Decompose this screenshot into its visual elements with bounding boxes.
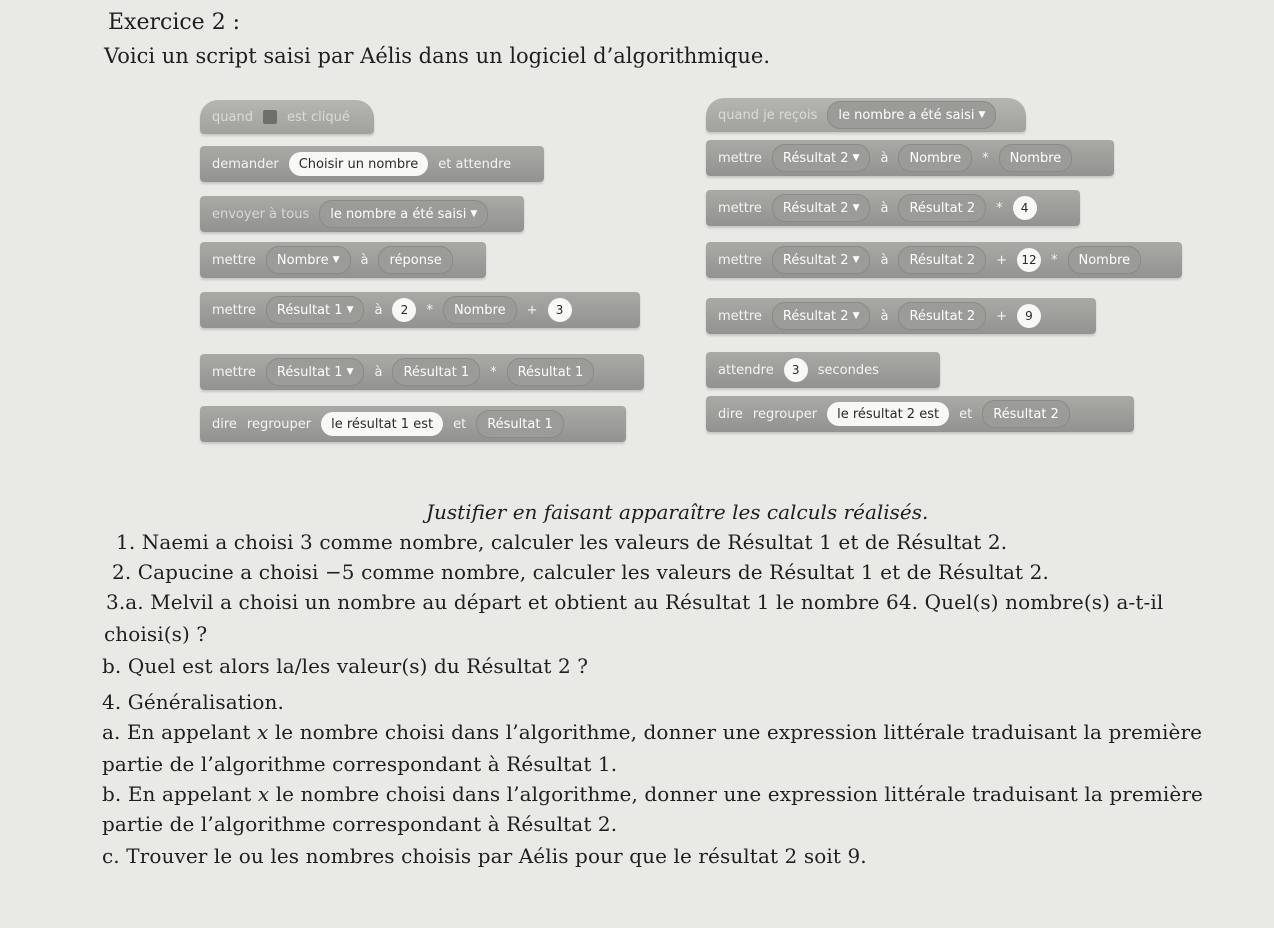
- set-to: à: [880, 150, 889, 166]
- block-set-resultat1-a[interactable]: [200, 292, 640, 328]
- block-set-resultat1-b[interactable]: [200, 354, 644, 390]
- q4b-pre: b. En appelant: [102, 782, 252, 806]
- set-to: à: [374, 364, 383, 380]
- set-to: à: [880, 252, 889, 268]
- operator: *: [1051, 252, 1058, 268]
- variable-reporter[interactable]: Résultat 2: [898, 246, 986, 274]
- block-set-resultat2-d[interactable]: [706, 298, 1096, 334]
- set-var-label: Résultat 1: [276, 302, 343, 318]
- question-4: 4. Généralisation.: [102, 690, 284, 714]
- question-3b: b. Quel est alors la/les valeur(s) du Résultat 2 ?: [102, 654, 589, 678]
- block-when-flag-clicked[interactable]: [200, 100, 374, 134]
- set-keyword: mettre: [212, 252, 256, 268]
- join-and: et: [959, 406, 973, 422]
- join-keyword: regrouper: [752, 406, 818, 422]
- dropdown-arrow-icon: ▼: [332, 255, 340, 265]
- block-set-nombre[interactable]: [200, 242, 486, 278]
- variable-reporter[interactable]: Nombre: [999, 144, 1073, 172]
- set-var-dropdown[interactable]: [772, 246, 871, 274]
- ask-keyword: demander: [212, 156, 279, 172]
- dropdown-arrow-icon: ▼: [346, 367, 354, 377]
- q4a-pre: a. En appelant: [102, 720, 251, 744]
- dropdown-arrow-icon: ▼: [852, 153, 860, 163]
- set-var-label: Résultat 2: [782, 308, 849, 324]
- dropdown-arrow-icon: ▼: [852, 203, 860, 213]
- answer-reporter[interactable]: réponse: [378, 246, 452, 274]
- broadcast-message[interactable]: [319, 200, 488, 228]
- block-say-resultat1[interactable]: [200, 406, 626, 442]
- question-3a: 3.a. Melvil a choisi un nombre au départ et obtient au Résultat 1 le nombre 64. Quel(s) nombre(s) a-t-il: [106, 590, 1164, 614]
- variable-reporter[interactable]: Résultat 1: [476, 410, 564, 438]
- exercise-intro: Voici un script saisi par Aélis dans un logiciel d’algorithmique.: [104, 44, 771, 68]
- say-text[interactable]: le résultat 1 est: [321, 412, 443, 436]
- set-var-dropdown[interactable]: [266, 296, 365, 324]
- set-var-label: Résultat 2: [782, 150, 849, 166]
- block-set-resultat2-a[interactable]: [706, 140, 1114, 176]
- set-var-label: Nombre: [276, 252, 329, 268]
- receive-message-label: le nombre a été saisi: [838, 107, 975, 123]
- variable-reporter[interactable]: Résultat 2: [982, 400, 1070, 428]
- operator: +: [526, 302, 538, 318]
- variable-reporter[interactable]: Résultat 2: [898, 194, 986, 222]
- set-var-dropdown[interactable]: [772, 302, 871, 330]
- question-3a-cont: choisi(s) ?: [104, 622, 208, 646]
- block-when-receive[interactable]: [706, 98, 1026, 132]
- receive-message[interactable]: [827, 101, 996, 129]
- say-keyword: dire: [212, 416, 237, 432]
- question-4b-cont: partie de l’algorithme correspondant à Résultat 2.: [102, 812, 618, 836]
- set-var-dropdown[interactable]: [772, 144, 871, 172]
- set-keyword: mettre: [718, 308, 762, 324]
- set-var-label: Résultat 1: [276, 364, 343, 380]
- set-keyword: mettre: [718, 252, 762, 268]
- set-to: à: [374, 302, 383, 318]
- block-set-resultat2-b[interactable]: [706, 190, 1080, 226]
- exercise-title: Exercice 2 :: [108, 10, 241, 35]
- dropdown-arrow-icon: ▼: [978, 110, 986, 120]
- set-keyword: mettre: [212, 364, 256, 380]
- block-broadcast[interactable]: [200, 196, 524, 232]
- question-4a-cont: partie de l’algorithme correspondant à Résultat 1.: [102, 752, 618, 776]
- join-and: et: [453, 416, 467, 432]
- question-4a: [102, 720, 1202, 744]
- question-1: 1. Naemi a choisi 3 comme nombre, calculer les valeurs de Résultat 1 et de Résultat 2.: [116, 530, 1008, 554]
- question-4b: [102, 782, 1203, 806]
- set-var-dropdown[interactable]: [266, 246, 351, 274]
- broadcast-keyword: envoyer à tous: [212, 206, 310, 222]
- q4a-post: le nombre choisi dans l’algorithme, donner une expression littérale traduisant la première: [274, 720, 1203, 744]
- q4b-post: le nombre choisi dans l’algorithme, donner une expression littérale traduisant la première: [275, 782, 1203, 806]
- operator: *: [982, 150, 989, 166]
- number-input[interactable]: 9: [1017, 304, 1041, 328]
- justify-instruction: Justifier en faisant apparaître les calculs réalisés.: [426, 500, 929, 524]
- number-input[interactable]: 3: [548, 298, 572, 322]
- block-set-resultat2-c[interactable]: [706, 242, 1182, 278]
- ask-text[interactable]: Choisir un nombre: [289, 152, 429, 176]
- operator: *: [490, 364, 497, 380]
- say-text[interactable]: le résultat 2 est: [827, 402, 949, 426]
- block-wait[interactable]: [706, 352, 940, 388]
- operator: *: [996, 200, 1003, 216]
- ask-tail: et attendre: [438, 156, 512, 172]
- green-flag-icon: [263, 110, 277, 124]
- variable-reporter[interactable]: Résultat 1: [392, 358, 480, 386]
- block-say-resultat2[interactable]: [706, 396, 1134, 432]
- join-keyword: regrouper: [246, 416, 312, 432]
- dropdown-arrow-icon: ▼: [852, 311, 860, 321]
- set-var-label: Résultat 2: [782, 252, 849, 268]
- set-keyword: mettre: [212, 302, 256, 318]
- set-var-dropdown[interactable]: [266, 358, 365, 386]
- variable-reporter[interactable]: Nombre: [898, 144, 972, 172]
- set-to: à: [880, 308, 889, 324]
- dropdown-arrow-icon: ▼: [346, 305, 354, 315]
- variable-reporter[interactable]: Résultat 2: [898, 302, 986, 330]
- dropdown-arrow-icon: ▼: [852, 255, 860, 265]
- set-to: à: [360, 252, 369, 268]
- number-input[interactable]: 3: [784, 358, 808, 382]
- set-var-label: Résultat 2: [782, 200, 849, 216]
- variable-reporter[interactable]: Résultat 1: [507, 358, 595, 386]
- wait-tail: secondes: [817, 362, 879, 378]
- variable-reporter[interactable]: Nombre: [1068, 246, 1142, 274]
- number-input[interactable]: 4: [1013, 196, 1037, 220]
- set-keyword: mettre: [718, 150, 762, 166]
- hat-label: quand: [212, 109, 253, 125]
- q4a-variable: x: [256, 720, 269, 744]
- variable-reporter[interactable]: Nombre: [443, 296, 517, 324]
- hat-label: quand je reçois: [718, 107, 818, 123]
- set-var-dropdown[interactable]: [772, 194, 871, 222]
- wait-keyword: attendre: [718, 362, 774, 378]
- question-2: 2. Capucine a choisi −5 comme nombre, calculer les valeurs de Résultat 1 et de Résultat 2.: [112, 560, 1049, 584]
- operator: +: [996, 252, 1007, 268]
- broadcast-message-label: le nombre a été saisi: [330, 206, 467, 222]
- question-4c: c. Trouver le ou les nombres choisis par Aélis pour que le résultat 2 soit 9.: [102, 844, 867, 868]
- block-ask[interactable]: [200, 146, 544, 182]
- number-input[interactable]: 12: [1017, 248, 1041, 272]
- q4b-variable: x: [257, 782, 270, 806]
- operator: +: [996, 308, 1007, 324]
- operator: *: [426, 302, 433, 318]
- say-keyword: dire: [718, 406, 743, 422]
- number-input[interactable]: 2: [392, 298, 416, 322]
- dropdown-arrow-icon: ▼: [470, 209, 478, 219]
- hat-tail: est cliqué: [286, 109, 350, 125]
- set-to: à: [880, 200, 889, 216]
- set-keyword: mettre: [718, 200, 762, 216]
